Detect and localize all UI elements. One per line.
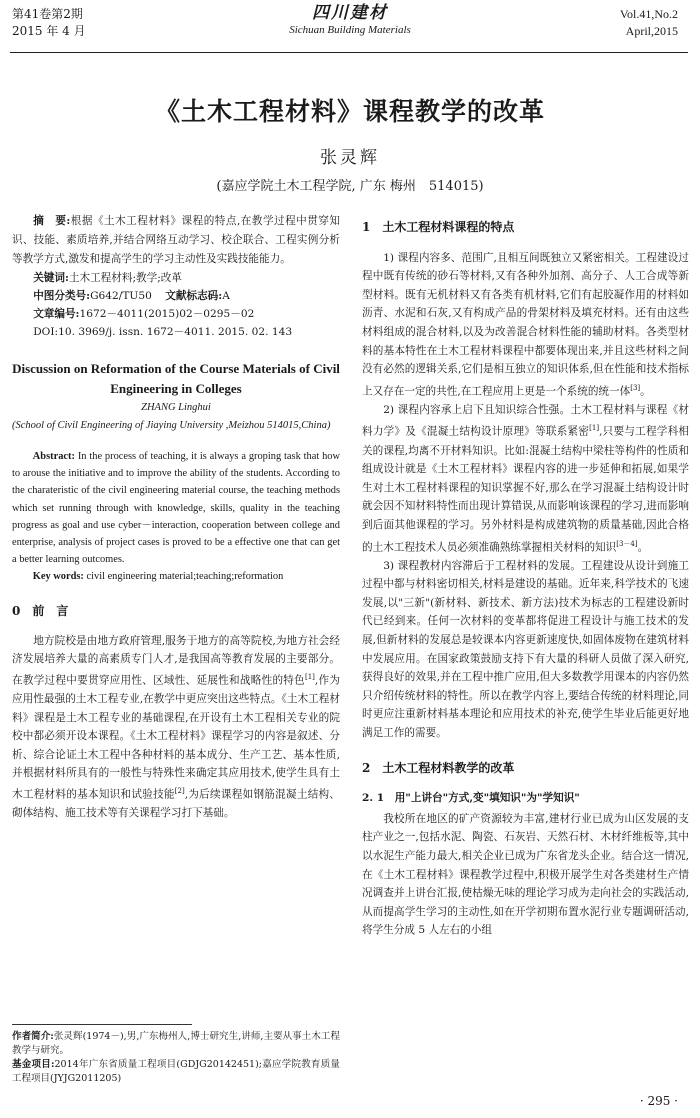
doi: DOI:10. 3969/j. issn. 1672－4011. 2015. 02. 143: [33, 326, 293, 338]
page-number: · 295 ·: [639, 1094, 678, 1108]
right-column: [362, 218, 689, 940]
citation: [1]: [589, 424, 600, 433]
citation: [3－4]: [616, 539, 638, 548]
section-1-point-2-text-b: ,只要与工程学科相关的课程,均离不开材料知识。比如:混凝土结构中梁柱等构件的性质和组成设计就是《土木工程材料》课程内容的进一步延伸和拓展,如果学生对土木工程材料课程的知识掌握不好,那么在学习混凝土结构设计时就会因不知材料特性而出现计算错误,从而影响该课程的学习,进而影响到后面其他课程的学习。另外材料是构成建筑物的质量基础,因此合格的土木工程技术人员必须准确熟练掌握相关材料的知识: [362, 426, 689, 554]
english-keywords: [12, 568, 340, 585]
punct: 。: [637, 541, 649, 554]
article-number-label: 文章编号:: [33, 308, 80, 320]
section-1-point-2: [362, 401, 689, 557]
section-1-point-1-text: 1) 课程内容多、范围广,且相互间既独立又紧密相关。工程建设过程中既有传统的砂石等材料,又有各种外加剂、高分子、人工合成等新型材料。既有无机材料又有各类有机材料,它们有起胶凝作用的材料如沥青、水泥和石灰,又有构成产品的骨架材料及填充材料。还有由这些材料组成的混合材料,以及为改善混合材料性能的辅助材料。各类型材料的基本特性在土木工程材料课程中都要体现出来,并且这些材料之间没有必然的逻辑关系,它们是相互独立的知识体系,但在性能和技术指标上又存在一定的共性,在工程应用上更是一个系统的统一体: [362, 251, 689, 398]
article-number: [12, 305, 340, 323]
volume-en: Vol.41,No.2: [619, 7, 678, 21]
footnote: [12, 1030, 340, 1086]
clc-code: G642/TU50: [90, 290, 152, 302]
punct: 。: [640, 385, 651, 398]
citation: [1]: [305, 673, 315, 682]
section-0-text-b: ,作为应用性最强的土木工程专业,在教学中更应突出这些特点。《土木工程材料》课程是土木工程专业的基础课程,在开设有土木工程相关专业的院校中都必须开设本课程。《土木工程材料》课程学习的内容是叙述、分析、综合论证土木工程中各种材料的基本成分、生产工艺、基本性质,并根据材料所具有的一般性与特殊性来确定其应用技术,使学生具有土木工程材料的基本知识和试验技能: [12, 674, 340, 801]
article-author: 张灵辉: [320, 148, 380, 168]
article-affiliation: (嘉应学院土木工程学院, 广东 梅州 514015): [216, 179, 484, 194]
english-title: Discussion on Reformation of the Course Materials of Civil Engineering in Colleges: [12, 361, 340, 396]
english-affiliation: (School of Civil Engineering of Jiaying University ,Meizhou 514015,China): [12, 420, 331, 431]
journal-logo: 四川建材: [312, 3, 388, 23]
header-rule: [10, 52, 688, 53]
abstract-cn-label: 摘 要:: [33, 215, 71, 227]
author-bio-label: 作者简介:: [12, 1031, 54, 1042]
section-2-heading: 2 土木工程材料教学的改革: [362, 760, 515, 775]
keywords-cn-label: 关键词:: [33, 272, 69, 284]
section-0-text-c: ,为后续课程如钢筋混凝土结构、砌体结构、施工技术等有关课程学习打下基础。: [12, 788, 340, 820]
funding: [12, 1058, 340, 1086]
abstract-cn: [12, 212, 340, 269]
section-1-point-1: [362, 249, 689, 401]
doc-code-label: 文献标志码:: [165, 290, 223, 302]
article-title: 《土木工程材料》课程教学的改革: [154, 97, 545, 126]
funding-label: 基金项目:: [12, 1059, 55, 1070]
english-abstract-label: Abstract:: [32, 451, 75, 462]
section-1-point-2-text-a: 2) 课程内容承上启下且知识综合性强。土木工程材料与课程《材料力学》及《混凝土结构设计原理》等联系紧密: [362, 403, 689, 438]
funding-text: 2014年广东省质量工程项目(GDJG20142451);嘉应学院教育质量工程项目(JYJG2011205): [12, 1059, 340, 1084]
classification: [12, 287, 340, 305]
english-abstract-text: In the process of teaching, it is always a groping task that how to arouse the initiative and to improve the ability of the students. According to the charateristic of the civil engineering material course, the teaching methods which set running through with knowledge, skills, quality in the teaching progress as goal and use cyber－interaction, cooperation between college and enterprise, analysis of project cases is proved to be a effective one that can get a better learning outcomes.: [12, 451, 340, 566]
date-cn: 2015 年 4 月: [12, 24, 86, 38]
left-column: [12, 212, 340, 823]
journal-volume-header-en: [620, 6, 678, 40]
author-bio: [12, 1030, 340, 1058]
author-bio-text: 张灵辉(1974－),男,广东梅州人,博士研究生,讲师,主要从事土木工程教学与研究。: [12, 1031, 340, 1056]
english-abstract: [12, 448, 340, 568]
footnote-rule: [12, 1024, 192, 1025]
section-0-text-a: 地方院校是由地方政府管理,服务于地方的高等院校,为地方社会经济发展培养大量的高素质专门人才,是我国高等教育发展的主要部分。在教学过程中要贯穿应用性、区域性、延展性和战略性的特色: [12, 634, 340, 687]
keywords-cn-text: 土木工程材料;教学;改革: [68, 272, 182, 284]
date-en: April,2015: [625, 24, 678, 38]
journal-name-en: Sichuan Building Materials: [289, 24, 411, 36]
abstract-cn-text: 根据《土木工程材料》课程的特点,在教学过程中贯穿知识、技能、素质培养,并结合网络互动学习、校企联合、工程实例分析等教学方式,激发和提高学生的学习主动性及实践技能能力。: [12, 215, 340, 265]
section-2-1-paragraph: 我校所在地区的矿产资源较为丰富,建材行业已成为山区发展的支柱产业之一,包括水泥、陶瓷、石灰岩、天然石材、木材纤维板等,其中以水泥生产能力最大,相关企业已成为广东省龙头企业。结合这一情况,在《土木工程材料》课程教学过程中,积极开展学生对各类建材生产情况调查并上讲台汇报,使枯燥无味的理论学习成为走向社会的实践活动,从而提高学生学习的主动性,如在开学初期布置水泥行业专题调研活动,将学生分成 5 人左右的小组: [362, 812, 689, 937]
citation: [2]: [174, 787, 185, 796]
journal-volume-header: [12, 6, 86, 40]
doc-code: A: [222, 290, 230, 302]
section-0-heading: 0 前 言: [12, 603, 69, 618]
keywords-cn: [12, 269, 340, 287]
volume-cn: 第41卷第2期: [12, 7, 83, 21]
section-1-heading: 1 土木工程材料课程的特点: [362, 220, 515, 234]
english-keywords-label: Key words:: [32, 571, 84, 583]
article-number-text: 1672－4011(2015)02－0295－02: [79, 308, 255, 320]
english-author: ZHANG Linghui: [141, 402, 211, 413]
journal-masthead: [250, 3, 450, 37]
english-keywords-text: civil engineering material;teaching;reformation: [86, 571, 284, 583]
citation: [3]: [630, 383, 641, 392]
subsection-2-1-heading: 2. 1 用"上讲台"方式,变"填知识"为"学知识": [362, 792, 580, 805]
section-1-point-3: 3) 课程教材内容滞后于工程材料的发展。工程建设从设计到施工过程中都与材料密切相关,材料是建设的基础。近年来,科学技术的飞速发展,以"三新"(新材料、新技术、新方法)技术为标志的工程建设新时代已经到来。任何一次材料的变革都将促进工程设计与施工技术的发展,但新材料的发展总是较课本内容更新速度快,如固体废物在建筑材料中发展应用。在国家政策鼓励支持下有大量的科研人员做了深入研究,获得良好的效果,并在工程中推广应用,但大多数教学用课本的内容仍然只介绍传统材料的特性。所以在教学内容上,要结合传统的材料理论,同时更应注重新材料基本理论和应用技术的补充,使学生毕业后能更好地满足工作的需要。: [362, 559, 689, 740]
section-0-paragraph: [12, 632, 340, 823]
clc-label: 中图分类号:: [33, 290, 91, 302]
